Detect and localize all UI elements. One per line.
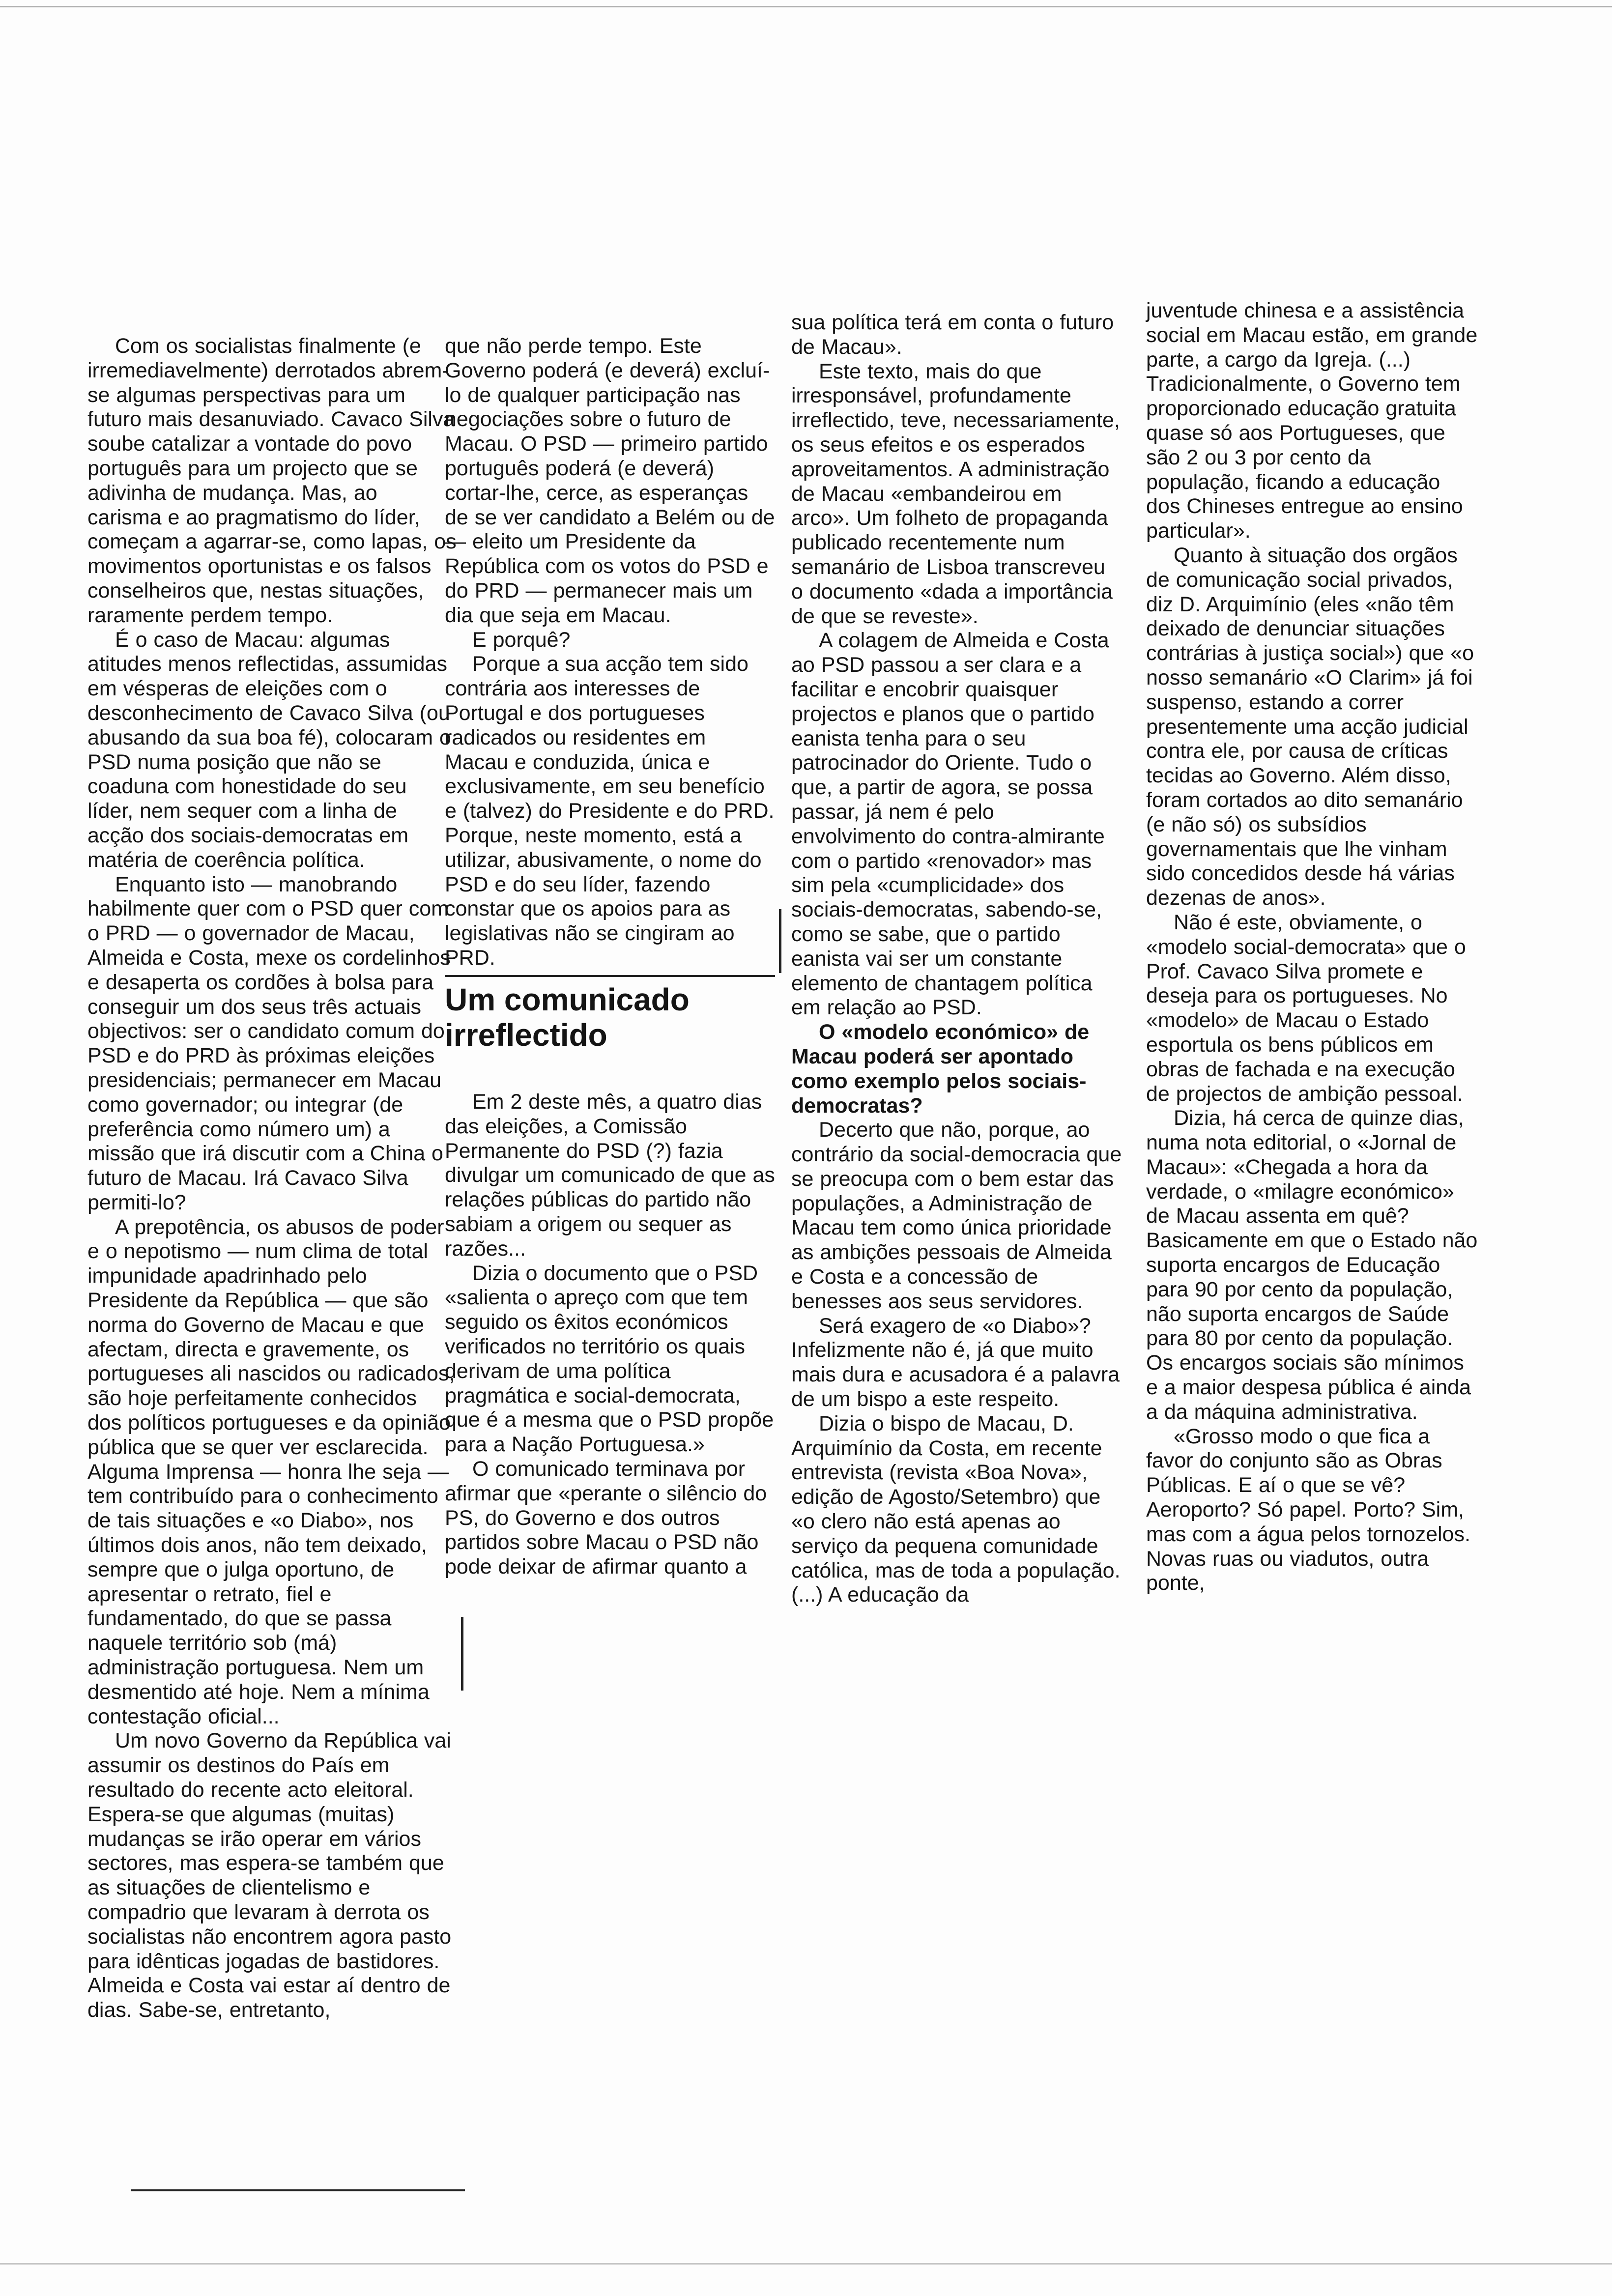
- paragraph: que não perde tempo. Este Governo poderá (e deverá) excluí-lo de qualquer participação nas negociações sobre o futuro de Macau. O PSD — primeiro partido português poderá (e deverá) cortar-lhe, cerce, as esperanças de se ver candidato a Belém ou de — eleito um Presidente da República com os votos do PSD e do PRD — permanecer mais um dia que seja em Macau.: [445, 334, 775, 627]
- paragraph: Quanto à situação dos orgãos de comunicação social privados, diz D. Arquimínio (eles «não têm deixado de denunciar situações contrárias à justiça social») que «o nosso semanário «O Clarim» já foi suspenso, estando a correr presentemente uma acção judicial contra ele, por causa de críticas tecidas ao Governo. Além disso, foram cortados ao dito semanário (e não só) os subsídios governamentais que lhe vinham sido concedidos desde há várias dezenas de anos».: [1146, 543, 1474, 910]
- column-divider: [779, 909, 781, 973]
- paragraph: juventude chinesa e a assistência social em Macau estão, em grande parte, a cargo da Igreja. (...) Tradicionalmente, o Governo tem proporcionado educação gratuita quase só aos Portugueses, que são 2 ou 3 por cento da população, ficando a educação dos Chineses entregue ao ensino particular».: [1146, 299, 1478, 543]
- paragraph: «Grosso modo o que fica a favor do conjunto são as Obras Públicas. E aí o que se vê? Aeroporto? Só papel. Porto? Sim, mas com a água pelos tornozelos. Novas ruas ou viadutos, outra ponte,: [1146, 1424, 1470, 1595]
- top-edge-line: [0, 6, 1612, 7]
- paragraph: Será exagero de «o Diabo»? Infelizmente não é, já que muito mais dura e acusadora é a palavra de um bispo a este respeito.: [791, 1314, 1120, 1411]
- paragraph: Decerto que não, porque, ao contrário da social-democracia que se preocupa com o bem estar das populações, a Administração de Macau tem como única prioridade as ambições pessoais de Almeida e Costa e a concessão de benesses aos seus servidores.: [791, 1118, 1122, 1313]
- article-column-3: [791, 311, 1123, 1607]
- paragraph: Um novo Governo da República vai assumir os destinos do País em resultado do recente acto eleitoral. Espera-se que algumas (muitas) mudanças se irão operar em vários sectores, mas espera-se também que as situações de clientelismo e compadrio que levaram à derrota os socialistas não encontrem agora pasto para idênticas jogadas de bastidores. Almeida e Costa vai estar aí dentro de dias. Sabe-se, entretanto,: [87, 1729, 452, 2022]
- section-divider: [445, 975, 775, 977]
- paragraph: Dizia o documento que o PSD «salienta o apreço com que tem seguido os êxitos económicos verificados no território os quais derivam de uma política pragmática e social-democrata, que é a mesma que o PSD propõe para a Nação Portuguesa.»: [445, 1261, 774, 1457]
- paragraph: Dizia, há cerca de quinze dias, numa nota editorial, o «Jornal de Macau»: «Chegada a hora da verdade, o «milagre económico» de Macau assenta em quê? Basicamente em que o Estado não suporta encargos de Educação para 90 por cento da população, não suporta encargos de Saúde para 80 por cento da população. Os encargos sociais são mínimos e a maior despesa pública é ainda a da máquina administrativa.: [1146, 1106, 1478, 1424]
- paragraph: Porque a sua acção tem sido contrária aos interesses de Portugal e dos portugueses radicados ou residentes em Macau e conduzida, única e exclusivamente, em seu benefício e (talvez) do Presidente e do PRD. Porque, neste momento, está a utilizar, abusivamente, o nome do PSD e do seu líder, fazendo constar que os apoios para as legislativas não se cingiram ao PRD.: [445, 652, 775, 970]
- paragraph: O «modelo económico» de Macau poderá ser apontado como exemplo pelos sociais-democratas?: [791, 1020, 1090, 1118]
- bottom-edge-line: [0, 2263, 1612, 2265]
- paragraph: É o caso de Macau: algumas atitudes menos reflectidas, assumidas em vésperas de eleições com o desconhecimento de Cavaco Silva (ou abusando da sua boa fé), colocaram o PSD numa posição que não se coaduna com honestidade do seu líder, nem sequer com a linha de acção dos sociais-democratas em matéria de coerência política.: [87, 628, 451, 872]
- column-divider: [461, 1617, 463, 1691]
- column-end-rule: [131, 2189, 465, 2191]
- paragraph: E porquê?: [472, 628, 571, 652]
- paragraph: Dizia o bispo de Macau, D. Arquimínio da Costa, em recente entrevista (revista «Boa Nova», edição de Agosto/Setembro) que «o clero não está apenas ao serviço da pequena comunidade católica, mas de toda a população. (...) A educação da: [791, 1411, 1121, 1607]
- paragraph: Com os socialistas finalmente (e irremediavelmente) derrotados abrem-se algumas perspectivas para um futuro mais desanuviado. Cavaco Silva soube catalizar a vontade do povo português para um projecto que se adivinha de mudança. Mas, ao carisma e ao pragmatismo do líder, começam a agarrar-se, como lapas, os movimentos oportunistas e os falsos conselheiros que, nestas situações, raramente perdem tempo.: [87, 334, 457, 627]
- paragraph: A prepotência, os abusos de poder e o nepotismo — num clima de total impunidade apadrinhado pelo Presidente da República — que são norma do Governo de Macau e que afectam, directa e gravemente, os portugueses ali nascidos ou radicados, são hoje perfeitamente conhecidos dos políticos portugueses e da opinião pública que se quer ver esclarecida. Alguma Imprensa — honra lhe seja — tem contribuído para o conhecimento de tais situações e «o Diabo», nos últimos dois anos, não tem deixado, sempre que o julga oportuno, de apresentar o retrato, fiel e fundamentado, do que se passa naquele território sob (má) administração portuguesa. Nem um desmentido até hoje. Nem a mínima contestação oficial...: [87, 1215, 455, 1728]
- article-column-4: [1146, 299, 1480, 1596]
- article-column-2-top: [445, 334, 775, 971]
- article-column-2-bottom: [445, 1090, 775, 1579]
- paragraph: sua política terá em conta o futuro de Macau».: [791, 311, 1114, 359]
- section-heading: Um comunicado irreflectido: [445, 982, 690, 1053]
- paragraph: A colagem de Almeida e Costa ao PSD passou a ser clara e a facilitar e encobrir quaisquer projectos e planos que o partido eanista tenha para o seu patrocinador do Oriente. Tudo o que, a partir de agora, se possa passar, já nem é pelo envolvimento do contra-almirante com o partido «renovador» mas sim pela «cumplicidade» dos sociais-democratas, sabendo-se, como se sabe, que o partido eanista vai ser um constante elemento de chantagem política em relação ao PSD.: [791, 629, 1109, 1020]
- paragraph: Em 2 deste mês, a quatro dias das eleições, a Comissão Permanente do PSD (?) fazia divulgar um comunicado de que as relações públicas do partido não sabiam a origem ou sequer as razões...: [445, 1090, 775, 1261]
- article-column-1: [87, 334, 457, 2023]
- paragraph: Não é este, obviamente, o «modelo social-democrata» que o Prof. Cavaco Silva promete e deseja para os portugueses. No «modelo» de Macau o Estado esportula os bens públicos em obras de fachada e na execução de projectos de ambição pessoal.: [1146, 910, 1466, 1106]
- paragraph: Este texto, mais do que irresponsável, profundamente irreflectido, teve, necessariamente, os seus efeitos e os esperados aproveitamentos. A administração de Macau «embandeirou em arco». Um folheto de propaganda publicado recentemente num semanário de Lisboa transcreveu o documento «dada a importância de que se reveste».: [791, 359, 1120, 628]
- paragraph: Enquanto isto — manobrando habilmente quer com o PSD quer com o PRD — o governador de Macau, Almeida e Costa, mexe os cordelinhos e desaperta os cordões à bolsa para conseguir um dos seus três actuais objectivos: ser o candidato comum do PSD e do PRD às próximas eleições presidenciais; permanecer em Macau como governador; ou integrar (de preferência como número um) a missão que irá discutir com a China o futuro de Macau. Irá Cavaco Silva permiti-lo?: [87, 872, 451, 1214]
- paragraph: O comunicado terminava por afirmar que «perante o silêncio do PS, do Governo e dos outros partidos sobre Macau o PSD não pode deixar de afirmar quanto a: [445, 1457, 767, 1579]
